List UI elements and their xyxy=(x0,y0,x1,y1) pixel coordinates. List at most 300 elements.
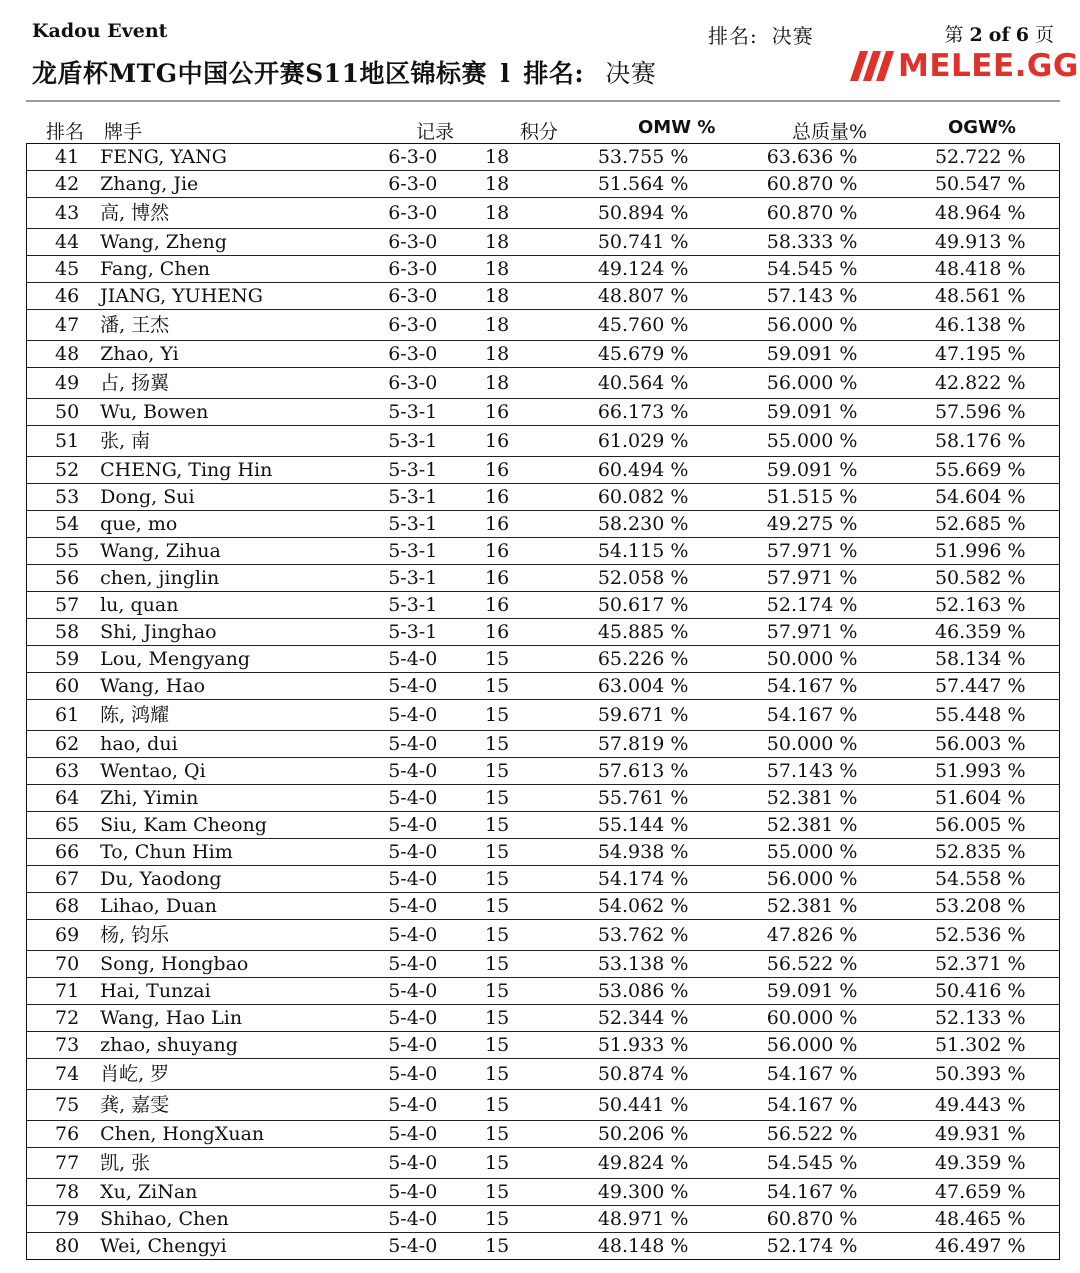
record-cell: 5-4-0 xyxy=(386,1121,481,1148)
standings-table xyxy=(26,143,1060,1260)
ogw-cell: 47.195 % xyxy=(909,341,1060,368)
record-cell: 6-3-0 xyxy=(386,341,481,368)
omw-cell: 50.874 % xyxy=(572,1059,746,1090)
record-cell: 5-4-0 xyxy=(386,785,481,812)
ogw-cell: 52.685 % xyxy=(909,511,1060,538)
table-row xyxy=(27,951,1060,978)
rank-cell: 80 xyxy=(27,1233,101,1260)
table-row xyxy=(27,426,1060,457)
player-name-cell: Dong, Sui xyxy=(100,484,386,511)
logo-text: MELEE.GG xyxy=(898,48,1079,84)
record-cell: 6-3-0 xyxy=(386,229,481,256)
record-cell: 5-4-0 xyxy=(386,951,481,978)
rank-cell: 44 xyxy=(27,229,101,256)
player-name-cell: Wu, Bowen xyxy=(100,399,386,426)
record-cell: 5-3-1 xyxy=(386,565,481,592)
points-cell: 15 xyxy=(481,1148,572,1179)
player-name-cell: Shihao, Chen xyxy=(100,1206,386,1233)
ranking-value: 决赛 xyxy=(771,24,814,48)
ogw-cell: 58.134 % xyxy=(909,646,1060,673)
table-row xyxy=(27,646,1060,673)
rank-cell: 46 xyxy=(27,283,101,310)
table-row xyxy=(27,592,1060,619)
omw-cell: 45.760 % xyxy=(572,310,746,341)
player-name-cell: lu, quan xyxy=(100,592,386,619)
ogw-cell: 48.561 % xyxy=(909,283,1060,310)
table-row xyxy=(27,229,1060,256)
rank-cell: 75 xyxy=(27,1090,101,1121)
points-cell: 15 xyxy=(481,1121,572,1148)
total-cell: 56.522 % xyxy=(746,951,909,978)
total-cell: 56.000 % xyxy=(746,1032,909,1059)
table-row xyxy=(27,700,1060,731)
table-row xyxy=(27,619,1060,646)
player-name-cell: Hai, Tunzai xyxy=(100,978,386,1005)
table-row xyxy=(27,198,1060,229)
rank-cell: 73 xyxy=(27,1032,101,1059)
points-cell: 15 xyxy=(481,1233,572,1260)
points-cell: 16 xyxy=(481,457,572,484)
points-cell: 18 xyxy=(481,144,572,171)
omw-cell: 57.819 % xyxy=(572,731,746,758)
total-cell: 63.636 % xyxy=(746,144,909,171)
col-points-header: 积分 xyxy=(520,121,559,143)
rank-cell: 49 xyxy=(27,368,101,399)
omw-cell: 40.564 % xyxy=(572,368,746,399)
record-cell: 5-4-0 xyxy=(386,1179,481,1206)
player-name-cell: Lou, Mengyang xyxy=(100,646,386,673)
ranking-label: 排名: xyxy=(708,24,758,48)
record-cell: 5-3-1 xyxy=(386,484,481,511)
player-name-cell: FENG, YANG xyxy=(100,144,386,171)
points-cell: 15 xyxy=(481,1206,572,1233)
total-cell: 49.275 % xyxy=(746,511,909,538)
table-row xyxy=(27,1090,1060,1121)
points-cell: 16 xyxy=(481,565,572,592)
total-cell: 60.000 % xyxy=(746,1005,909,1032)
points-cell: 15 xyxy=(481,812,572,839)
player-name-cell: Lihao, Duan xyxy=(100,893,386,920)
points-cell: 16 xyxy=(481,592,572,619)
rank-cell: 58 xyxy=(27,619,101,646)
points-cell: 16 xyxy=(481,538,572,565)
rank-cell: 74 xyxy=(27,1059,101,1090)
player-name-cell: Fang, Chen xyxy=(100,256,386,283)
points-cell: 18 xyxy=(481,171,572,198)
player-name-cell: 潘, 王杰 xyxy=(100,310,386,341)
omw-cell: 54.174 % xyxy=(572,866,746,893)
total-cell: 57.971 % xyxy=(746,565,909,592)
omw-cell: 50.206 % xyxy=(572,1121,746,1148)
total-cell: 57.143 % xyxy=(746,283,909,310)
rank-cell: 76 xyxy=(27,1121,101,1148)
ogw-cell: 54.604 % xyxy=(909,484,1060,511)
omw-cell: 63.004 % xyxy=(572,673,746,700)
title-ranking-label: 排名: xyxy=(523,59,585,88)
total-cell: 58.333 % xyxy=(746,229,909,256)
total-cell: 50.000 % xyxy=(746,731,909,758)
ogw-cell: 52.371 % xyxy=(909,951,1060,978)
record-cell: 5-3-1 xyxy=(386,399,481,426)
points-cell: 18 xyxy=(481,341,572,368)
omw-cell: 53.086 % xyxy=(572,978,746,1005)
table-row xyxy=(27,1206,1060,1233)
record-cell: 5-4-0 xyxy=(386,673,481,700)
points-cell: 16 xyxy=(481,399,572,426)
ogw-cell: 57.447 % xyxy=(909,673,1060,700)
points-cell: 15 xyxy=(481,673,572,700)
header-rule xyxy=(26,100,1060,102)
omw-cell: 52.344 % xyxy=(572,1005,746,1032)
player-name-cell: 高, 博然 xyxy=(100,198,386,229)
record-cell: 5-3-1 xyxy=(386,592,481,619)
record-cell: 5-4-0 xyxy=(386,920,481,951)
ogw-cell: 48.465 % xyxy=(909,1206,1060,1233)
player-name-cell: Wei, Chengyi xyxy=(100,1233,386,1260)
total-cell: 54.545 % xyxy=(746,256,909,283)
player-name-cell: 杨, 钧乐 xyxy=(100,920,386,951)
record-cell: 5-4-0 xyxy=(386,731,481,758)
rank-cell: 60 xyxy=(27,673,101,700)
ogw-cell: 46.497 % xyxy=(909,1233,1060,1260)
rank-cell: 61 xyxy=(27,700,101,731)
omw-cell: 45.885 % xyxy=(572,619,746,646)
rank-cell: 69 xyxy=(27,920,101,951)
rank-cell: 66 xyxy=(27,839,101,866)
total-cell: 59.091 % xyxy=(746,978,909,1005)
table-row xyxy=(27,256,1060,283)
ogw-cell: 50.547 % xyxy=(909,171,1060,198)
record-cell: 5-4-0 xyxy=(386,1059,481,1090)
event-name: Kadou Event xyxy=(32,20,168,42)
points-cell: 18 xyxy=(481,198,572,229)
total-cell: 55.000 % xyxy=(746,839,909,866)
title-separator: l xyxy=(500,59,511,88)
total-cell: 60.870 % xyxy=(746,198,909,229)
record-cell: 6-3-0 xyxy=(386,310,481,341)
omw-cell: 55.761 % xyxy=(572,785,746,812)
player-name-cell: 肖屹, 罗 xyxy=(100,1059,386,1090)
points-cell: 15 xyxy=(481,731,572,758)
table-row xyxy=(27,673,1060,700)
player-name-cell: chen, jinglin xyxy=(100,565,386,592)
rank-cell: 48 xyxy=(27,341,101,368)
total-cell: 47.826 % xyxy=(746,920,909,951)
table-row xyxy=(27,368,1060,399)
ogw-cell: 58.176 % xyxy=(909,426,1060,457)
ogw-cell: 50.582 % xyxy=(909,565,1060,592)
omw-cell: 57.613 % xyxy=(572,758,746,785)
player-name-cell: Song, Hongbao xyxy=(100,951,386,978)
player-name-cell: zhao, shuyang xyxy=(100,1032,386,1059)
table-row xyxy=(27,1148,1060,1179)
omw-cell: 61.029 % xyxy=(572,426,746,457)
total-cell: 52.174 % xyxy=(746,1233,909,1260)
omw-cell: 50.617 % xyxy=(572,592,746,619)
record-cell: 5-3-1 xyxy=(386,457,481,484)
ogw-cell: 57.596 % xyxy=(909,399,1060,426)
table-row xyxy=(27,144,1060,171)
points-cell: 15 xyxy=(481,646,572,673)
total-cell: 50.000 % xyxy=(746,646,909,673)
record-cell: 5-4-0 xyxy=(386,758,481,785)
ogw-cell: 46.138 % xyxy=(909,310,1060,341)
record-cell: 5-4-0 xyxy=(386,646,481,673)
table-row xyxy=(27,893,1060,920)
player-name-cell: 张, 南 xyxy=(100,426,386,457)
table-row xyxy=(27,839,1060,866)
col-rank-header: 排名 xyxy=(46,121,85,143)
ogw-cell: 51.302 % xyxy=(909,1032,1060,1059)
player-name-cell: JIANG, YUHENG xyxy=(100,283,386,310)
points-cell: 18 xyxy=(481,283,572,310)
omw-cell: 48.807 % xyxy=(572,283,746,310)
record-cell: 5-4-0 xyxy=(386,812,481,839)
record-cell: 6-3-0 xyxy=(386,198,481,229)
rank-cell: 42 xyxy=(27,171,101,198)
omw-cell: 52.058 % xyxy=(572,565,746,592)
table-row xyxy=(27,1005,1060,1032)
ogw-cell: 49.443 % xyxy=(909,1090,1060,1121)
rank-cell: 70 xyxy=(27,951,101,978)
omw-cell: 50.741 % xyxy=(572,229,746,256)
rank-cell: 55 xyxy=(27,538,101,565)
rank-cell: 78 xyxy=(27,1179,101,1206)
total-cell: 52.381 % xyxy=(746,812,909,839)
table-row xyxy=(27,978,1060,1005)
omw-cell: 55.144 % xyxy=(572,812,746,839)
record-cell: 5-3-1 xyxy=(386,538,481,565)
ogw-cell: 50.393 % xyxy=(909,1059,1060,1090)
player-name-cell: hao, dui xyxy=(100,731,386,758)
ogw-cell: 52.133 % xyxy=(909,1005,1060,1032)
col-record-header: 记录 xyxy=(416,121,455,143)
total-cell: 59.091 % xyxy=(746,399,909,426)
total-cell: 54.167 % xyxy=(746,1090,909,1121)
player-name-cell: 占, 扬翼 xyxy=(100,368,386,399)
player-name-cell: Zhao, Yi xyxy=(100,341,386,368)
points-cell: 15 xyxy=(481,785,572,812)
page-current: 2 xyxy=(969,24,983,46)
page-of: of xyxy=(988,24,1010,46)
record-cell: 6-3-0 xyxy=(386,256,481,283)
omw-cell: 65.226 % xyxy=(572,646,746,673)
record-cell: 5-4-0 xyxy=(386,978,481,1005)
player-name-cell: Wentao, Qi xyxy=(100,758,386,785)
rank-cell: 63 xyxy=(27,758,101,785)
ogw-cell: 55.669 % xyxy=(909,457,1060,484)
record-cell: 5-4-0 xyxy=(386,1032,481,1059)
omw-cell: 53.762 % xyxy=(572,920,746,951)
total-cell: 59.091 % xyxy=(746,457,909,484)
omw-cell: 54.938 % xyxy=(572,839,746,866)
total-cell: 54.167 % xyxy=(746,1059,909,1090)
omw-cell: 60.494 % xyxy=(572,457,746,484)
table-row xyxy=(27,1059,1060,1090)
record-cell: 5-4-0 xyxy=(386,700,481,731)
omw-cell: 60.082 % xyxy=(572,484,746,511)
record-cell: 5-3-1 xyxy=(386,619,481,646)
total-cell: 56.000 % xyxy=(746,368,909,399)
rank-cell: 72 xyxy=(27,1005,101,1032)
total-cell: 57.971 % xyxy=(746,619,909,646)
player-name-cell: Zhang, Jie xyxy=(100,171,386,198)
total-cell: 56.000 % xyxy=(746,310,909,341)
table-row xyxy=(27,812,1060,839)
points-cell: 15 xyxy=(481,951,572,978)
player-name-cell: Zhi, Yimin xyxy=(100,785,386,812)
record-cell: 6-3-0 xyxy=(386,283,481,310)
page-total: 6 xyxy=(1015,24,1029,46)
player-name-cell: 陈, 鸿耀 xyxy=(100,700,386,731)
total-cell: 54.545 % xyxy=(746,1148,909,1179)
total-cell: 52.174 % xyxy=(746,592,909,619)
rank-cell: 65 xyxy=(27,812,101,839)
player-name-cell: 凯, 张 xyxy=(100,1148,386,1179)
ranking-stage-top xyxy=(708,20,828,49)
page-number xyxy=(944,20,1054,47)
omw-cell: 48.971 % xyxy=(572,1206,746,1233)
ogw-cell: 49.359 % xyxy=(909,1148,1060,1179)
points-cell: 16 xyxy=(481,619,572,646)
omw-cell: 50.441 % xyxy=(572,1090,746,1121)
points-cell: 16 xyxy=(481,511,572,538)
points-cell: 18 xyxy=(481,256,572,283)
ogw-cell: 56.005 % xyxy=(909,812,1060,839)
ogw-cell: 49.931 % xyxy=(909,1121,1060,1148)
ogw-cell: 50.416 % xyxy=(909,978,1060,1005)
record-cell: 5-4-0 xyxy=(386,1206,481,1233)
rank-cell: 59 xyxy=(27,646,101,673)
rank-cell: 68 xyxy=(27,893,101,920)
ogw-cell: 48.418 % xyxy=(909,256,1060,283)
points-cell: 18 xyxy=(481,368,572,399)
points-cell: 15 xyxy=(481,893,572,920)
table-row xyxy=(27,484,1060,511)
rank-cell: 51 xyxy=(27,426,101,457)
omw-cell: 59.671 % xyxy=(572,700,746,731)
table-row xyxy=(27,866,1060,893)
omw-cell: 53.138 % xyxy=(572,951,746,978)
rank-cell: 64 xyxy=(27,785,101,812)
col-player-header: 牌手 xyxy=(104,121,143,143)
table-row xyxy=(27,785,1060,812)
table-row xyxy=(27,1179,1060,1206)
rank-cell: 50 xyxy=(27,399,101,426)
player-name-cell: Xu, ZiNan xyxy=(100,1179,386,1206)
ogw-cell: 47.659 % xyxy=(909,1179,1060,1206)
player-name-cell: Wang, Hao Lin xyxy=(100,1005,386,1032)
title-main: 龙盾杯MTG中国公开赛S11地区锦标赛 xyxy=(32,59,487,88)
record-cell: 5-4-0 xyxy=(386,1148,481,1179)
omw-cell: 51.933 % xyxy=(572,1032,746,1059)
total-cell: 55.000 % xyxy=(746,426,909,457)
rank-cell: 67 xyxy=(27,866,101,893)
total-cell: 57.143 % xyxy=(746,758,909,785)
player-name-cell: To, Chun Him xyxy=(100,839,386,866)
total-cell: 59.091 % xyxy=(746,341,909,368)
rank-cell: 52 xyxy=(27,457,101,484)
record-cell: 5-4-0 xyxy=(386,893,481,920)
ogw-cell: 51.993 % xyxy=(909,758,1060,785)
points-cell: 15 xyxy=(481,978,572,1005)
points-cell: 15 xyxy=(481,1032,572,1059)
ogw-cell: 51.604 % xyxy=(909,785,1060,812)
table-row xyxy=(27,565,1060,592)
total-cell: 54.167 % xyxy=(746,673,909,700)
ogw-cell: 53.208 % xyxy=(909,893,1060,920)
table-row xyxy=(27,1121,1060,1148)
table-row xyxy=(27,511,1060,538)
points-cell: 15 xyxy=(481,1179,572,1206)
omw-cell: 49.824 % xyxy=(572,1148,746,1179)
document-title xyxy=(32,54,656,90)
rank-cell: 47 xyxy=(27,310,101,341)
rank-cell: 54 xyxy=(27,511,101,538)
ogw-cell: 49.913 % xyxy=(909,229,1060,256)
ogw-cell: 52.722 % xyxy=(909,144,1060,171)
slashes-icon xyxy=(850,51,896,81)
player-name-cell: CHENG, Ting Hin xyxy=(100,457,386,484)
rank-cell: 41 xyxy=(27,144,101,171)
omw-cell: 51.564 % xyxy=(572,171,746,198)
omw-cell: 53.755 % xyxy=(572,144,746,171)
total-cell: 56.000 % xyxy=(746,866,909,893)
points-cell: 15 xyxy=(481,866,572,893)
omw-cell: 49.300 % xyxy=(572,1179,746,1206)
player-name-cell: Siu, Kam Cheong xyxy=(100,812,386,839)
ogw-cell: 42.822 % xyxy=(909,368,1060,399)
rank-cell: 77 xyxy=(27,1148,101,1179)
points-cell: 16 xyxy=(481,484,572,511)
col-omw-header: OMW % xyxy=(638,117,716,138)
points-cell: 18 xyxy=(481,310,572,341)
player-name-cell: Chen, HongXuan xyxy=(100,1121,386,1148)
player-name-cell: Wang, Zihua xyxy=(100,538,386,565)
table-row xyxy=(27,341,1060,368)
rank-cell: 43 xyxy=(27,198,101,229)
total-cell: 51.515 % xyxy=(746,484,909,511)
total-cell: 56.522 % xyxy=(746,1121,909,1148)
omw-cell: 54.115 % xyxy=(572,538,746,565)
omw-cell: 49.124 % xyxy=(572,256,746,283)
points-cell: 15 xyxy=(481,920,572,951)
page-suffix: 页 xyxy=(1034,24,1054,46)
title-ranking-value: 决赛 xyxy=(605,59,657,88)
record-cell: 5-4-0 xyxy=(386,1005,481,1032)
omw-cell: 50.894 % xyxy=(572,198,746,229)
points-cell: 16 xyxy=(481,426,572,457)
table-row xyxy=(27,283,1060,310)
table-row xyxy=(27,758,1060,785)
ogw-cell: 46.359 % xyxy=(909,619,1060,646)
table-row xyxy=(27,171,1060,198)
record-cell: 5-4-0 xyxy=(386,1233,481,1260)
table-row xyxy=(27,399,1060,426)
points-cell: 15 xyxy=(481,758,572,785)
omw-cell: 48.148 % xyxy=(572,1233,746,1260)
rank-cell: 45 xyxy=(27,256,101,283)
table-row xyxy=(27,920,1060,951)
points-cell: 15 xyxy=(481,700,572,731)
record-cell: 6-3-0 xyxy=(386,368,481,399)
total-cell: 60.870 % xyxy=(746,171,909,198)
col-total-header: 总质量% xyxy=(792,121,868,143)
ogw-cell: 48.964 % xyxy=(909,198,1060,229)
points-cell: 18 xyxy=(481,229,572,256)
ogw-cell: 52.835 % xyxy=(909,839,1060,866)
player-name-cell: Du, Yaodong xyxy=(100,866,386,893)
